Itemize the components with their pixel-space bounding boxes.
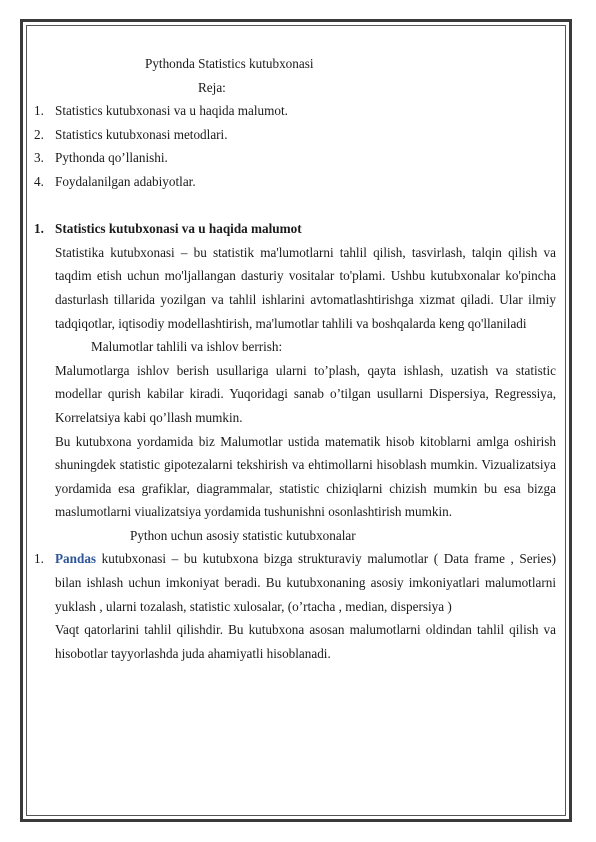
plan-item-number: 4.	[34, 173, 44, 189]
library-item	[34, 547, 556, 618]
plan-item	[34, 123, 556, 147]
plan-label: Reja:	[198, 79, 226, 95]
library-description	[55, 547, 556, 618]
paragraph-capabilities: Bu kutubxona yordamida biz Malumotlar ustida matematik hisob kitoblarni amlga oshirish shuningdek statistic gipotezalarni tekshirish va ehtimollarni hisoblash mumkin. Vizualizatsiya yordamida esa grafiklar, diagrammalar, statistic chiziqlarni chizish mumkin bu esa bizga maslumotlarni viualizatsiya yordamida tushunishni osonlashtirish mumkin.	[55, 433, 556, 520]
subheading-data-processing: Malumotlar tahlili va ishlov berrish:	[91, 339, 283, 355]
spacer	[34, 194, 556, 218]
plan-item-text: Foydalanilgan adabiyotlar.	[55, 173, 196, 189]
paragraph-intro: Statistika kutubxonasi – bu statistik ma'lumotlarni tahlil qilish, tasvirlash, talqin qilish va taqdim etish uchun mo'ljallangan dasturiy vositalar to'plami. Ushbu kutubxonalar ko'pincha dasturlash tillarida yozilgan va tahlil ishlarini avtomatlashtirishga xizmat qiladi. Ular ilmiy tadqiqotlar, iqtisodiy modellashtirish, ma'lumotlar tahlili va boshqalarda keng qo'llaniladi	[55, 244, 556, 331]
section-number: 1.	[34, 221, 44, 237]
document-title: Pythonda Statistics kutubxonasi	[145, 56, 314, 71]
section-heading	[34, 217, 556, 241]
library-number: 1.	[34, 551, 44, 567]
plan-item-text: Statistics kutubxonasi metodlari.	[55, 126, 228, 142]
document-body	[34, 52, 556, 665]
paragraph-methods: Malumotlarga ishlov berish usullariga ularni to’plash, qayta ishlash, uzatish va statistic modellar qurish kabilar kiradi. Yuqoridagi sanab o’tilgan usullarni Dispersiya, Regressiya, Korrelatsiya kabi qo’llash mumkin.	[55, 362, 556, 425]
subheading-libraries: Python uchun asosiy statistic kutubxonalar	[130, 527, 356, 543]
library-name: Pandas	[55, 551, 97, 567]
plan-item	[34, 146, 556, 170]
plan-item-text: Statistics kutubxonasi va u haqida malumot.	[55, 103, 288, 119]
paragraph-library-followup: Vaqt qatorlarini tahlil qilishdir. Bu kutubxona asosan malumotlarni oldindan tahlil qilish va hisobotlar tayyorlashda juda ahamiyatli hisoblanadi.	[55, 622, 556, 661]
plan-item-text: Pythonda qo’llanishi.	[55, 150, 168, 166]
plan-item-number: 3.	[34, 150, 44, 166]
plan-item	[34, 99, 556, 123]
section-heading-text: Statistics kutubxonasi va u haqida malumot	[55, 221, 302, 237]
plan-item	[34, 170, 556, 194]
plan-item-number: 2.	[34, 126, 44, 142]
plan-item-number: 1.	[34, 103, 44, 119]
library-text: kutubxonasi – bu kutubxona bizga strukturaviy malumotlar ( Data frame , Series) bilan ishlash uchun imkoniyat beradi. Bu kutubxonaning asosiy imkoniyatlari malumotlarni yuklash , ularni tozalash, statistic xulosalar, (o’rtacha , median, dispersiya )	[55, 551, 556, 614]
